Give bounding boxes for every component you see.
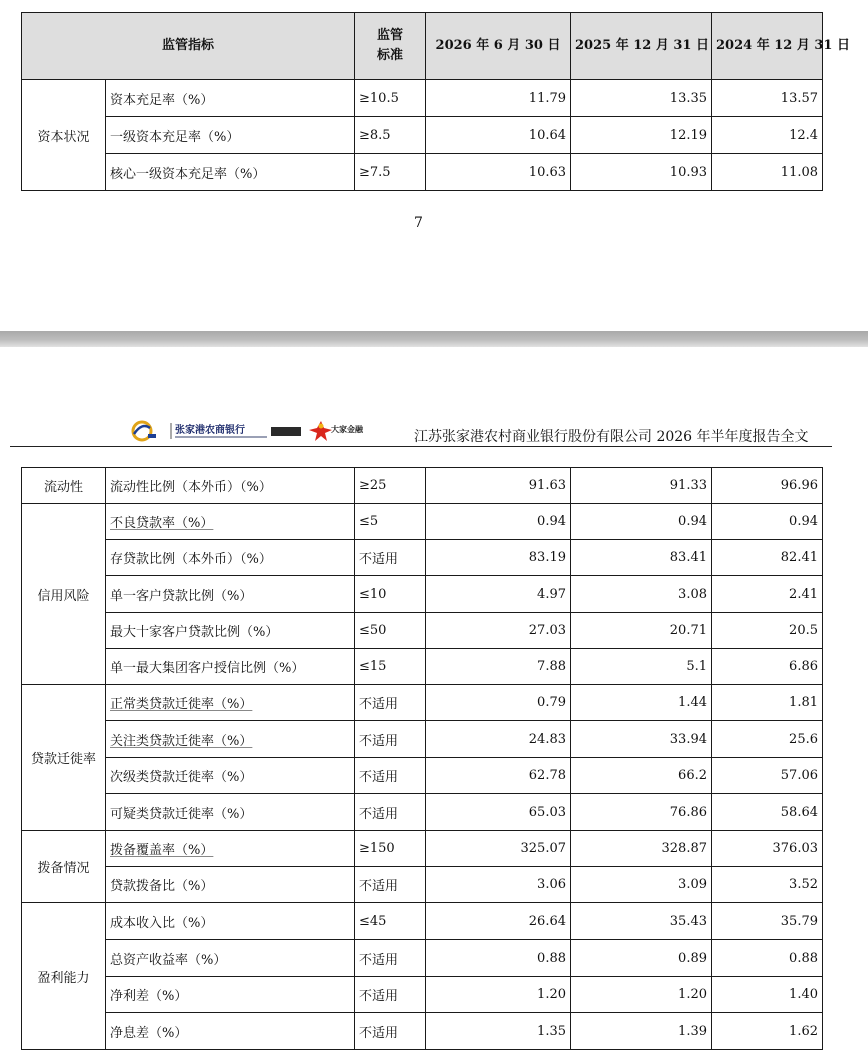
table-row <box>22 903 823 940</box>
report-title: 江苏张家港农村商业银行股份有限公司 2026 年半年度报告全文 <box>414 429 809 445</box>
table-body <box>22 468 823 1050</box>
standard: 不适用 <box>355 794 426 831</box>
regulatory-indicators-table-top <box>21 12 851 191</box>
table-row <box>22 831 823 867</box>
indicator: 单一最大集团客户授信比例（%） <box>106 649 355 685</box>
table-row <box>22 1013 823 1050</box>
value-2024: 82.41 <box>712 540 823 576</box>
standard: ≥7.5 <box>355 154 426 191</box>
indicator: 净息差（%） <box>106 1013 355 1050</box>
value-2025: 83.41 <box>571 540 712 576</box>
value-2026: 1.35 <box>426 1013 571 1050</box>
value-2024: 1.40 <box>712 977 823 1013</box>
value-2026: 11.79 <box>426 80 571 117</box>
table-row <box>22 540 823 576</box>
value-2025: 1.44 <box>571 685 712 721</box>
standard: 不适用 <box>355 685 426 721</box>
value-2026: 0.88 <box>426 940 571 977</box>
standard: ≤15 <box>355 649 426 685</box>
category-cell: 拨备情况 <box>22 831 106 903</box>
table-row <box>22 977 823 1013</box>
value-2025: 10.93 <box>571 154 712 191</box>
table-row <box>22 468 823 504</box>
value-2026: 24.83 <box>426 721 571 758</box>
value-2026: 7.88 <box>426 649 571 685</box>
table-row <box>22 867 823 903</box>
value-2024: 376.03 <box>712 831 823 867</box>
value-2025: 3.09 <box>571 867 712 903</box>
indicator: 资本充足率（%） <box>106 80 355 117</box>
indicator: 核心一级资本充足率（%） <box>106 154 355 191</box>
category-cell: 流动性 <box>22 468 106 504</box>
value-2024: 12.4 <box>712 117 823 154</box>
standard: ≤5 <box>355 504 426 540</box>
logo-bank-name: 张家港农商银行 <box>175 425 245 436</box>
header-rule <box>10 446 832 447</box>
header-standard <box>355 13 426 80</box>
indicator: 成本收入比（%） <box>106 903 355 940</box>
bank-emblem-icon <box>133 422 156 440</box>
value-2024: 58.64 <box>712 794 823 831</box>
indicator: 总资产收益率（%） <box>106 940 355 977</box>
header-standard-line2: 标准 <box>377 48 404 63</box>
standard: 不适用 <box>355 1013 426 1050</box>
value-2026: 27.03 <box>426 613 571 649</box>
page-separator <box>0 331 868 347</box>
table-row <box>22 504 823 540</box>
category-cell: 盈利能力 <box>22 903 106 1050</box>
standard: ≥8.5 <box>355 117 426 154</box>
standard: ≥25 <box>355 468 426 504</box>
indicator: 流动性比例（本外币）（%） <box>106 468 355 504</box>
standard: 不适用 <box>355 721 426 758</box>
standard: 不适用 <box>355 977 426 1013</box>
value-2025: 12.19 <box>571 117 712 154</box>
value-2024: 96.96 <box>712 468 823 504</box>
regulatory-indicators-table-continued <box>21 467 823 1050</box>
value-2025: 1.20 <box>571 977 712 1013</box>
value-2026: 65.03 <box>426 794 571 831</box>
standard: 不适用 <box>355 867 426 903</box>
value-2024: 57.06 <box>712 758 823 794</box>
value-2025: 1.39 <box>571 1013 712 1050</box>
value-2026: 0.79 <box>426 685 571 721</box>
table-row <box>22 80 823 117</box>
table-row <box>22 576 823 613</box>
value-2024: 1.62 <box>712 1013 823 1050</box>
indicator: 存贷款比例（本外币）（%） <box>106 540 355 576</box>
header-date-2026-06-30: 2026 年 6 月 30 日 <box>426 13 571 80</box>
value-2025: 91.33 <box>571 468 712 504</box>
value-2026: 0.94 <box>426 504 571 540</box>
indicator: 净利差（%） <box>106 977 355 1013</box>
header-indicator: 监管指标 <box>22 13 355 80</box>
value-2025: 5.1 <box>571 649 712 685</box>
value-2025: 35.43 <box>571 903 712 940</box>
value-2024: 20.5 <box>712 613 823 649</box>
standard: ≤10 <box>355 576 426 613</box>
value-2025: 3.08 <box>571 576 712 613</box>
standard: ≤50 <box>355 613 426 649</box>
indicator: 单一客户贷款比例（%） <box>106 576 355 613</box>
value-2026: 26.64 <box>426 903 571 940</box>
value-2024: 3.52 <box>712 867 823 903</box>
table-row <box>22 721 823 758</box>
indicator: 不良贷款率（%） <box>106 504 355 540</box>
category-capital: 资本状况 <box>22 80 106 191</box>
table-row <box>22 613 823 649</box>
value-2024: 1.81 <box>712 685 823 721</box>
value-2024: 11.08 <box>712 154 823 191</box>
standard: ≥10.5 <box>355 80 426 117</box>
value-2025: 13.35 <box>571 80 712 117</box>
value-2026: 1.20 <box>426 977 571 1013</box>
value-2025: 66.2 <box>571 758 712 794</box>
dajia-star-icon <box>309 421 332 441</box>
value-2024: 13.57 <box>712 80 823 117</box>
indicator: 贷款拨备比（%） <box>106 867 355 903</box>
indicator: 最大十家客户贷款比例（%） <box>106 613 355 649</box>
table-row <box>22 649 823 685</box>
bank-logo <box>131 420 363 442</box>
value-2025: 76.86 <box>571 794 712 831</box>
value-2025: 0.94 <box>571 504 712 540</box>
category-cell: 贷款迁徙率 <box>22 685 106 831</box>
table-row <box>22 758 823 794</box>
standard: 不适用 <box>355 540 426 576</box>
indicator: 关注类贷款迁徙率（%） <box>106 721 355 758</box>
indicator: 拨备覆盖率（%） <box>106 831 355 867</box>
category-cell: 信用风险 <box>22 504 106 685</box>
value-2026: 3.06 <box>426 867 571 903</box>
value-2024: 0.94 <box>712 504 823 540</box>
standard: 不适用 <box>355 940 426 977</box>
value-2026: 83.19 <box>426 540 571 576</box>
value-2026: 10.63 <box>426 154 571 191</box>
header-standard-line1: 监管 <box>377 28 404 43</box>
value-2024: 6.86 <box>712 649 823 685</box>
value-2024: 0.88 <box>712 940 823 977</box>
header-date-2024-12-31: 2024 年 12 月 31 日 <box>712 13 823 80</box>
indicator: 可疑类贷款迁徙率（%） <box>106 794 355 831</box>
standard: ≥150 <box>355 831 426 867</box>
value-2025: 0.89 <box>571 940 712 977</box>
indicator: 一级资本充足率（%） <box>106 117 355 154</box>
page-number: 7 <box>414 215 423 231</box>
value-2024: 2.41 <box>712 576 823 613</box>
value-2026: 91.63 <box>426 468 571 504</box>
value-2025: 20.71 <box>571 613 712 649</box>
table-row <box>22 117 823 154</box>
value-2026: 4.97 <box>426 576 571 613</box>
standard: ≤45 <box>355 903 426 940</box>
value-2026: 62.78 <box>426 758 571 794</box>
indicator: 次级类贷款迁徙率（%） <box>106 758 355 794</box>
table-header-row <box>22 13 823 80</box>
value-2024: 25.6 <box>712 721 823 758</box>
value-2026: 10.64 <box>426 117 571 154</box>
table-row <box>22 940 823 977</box>
table-row <box>22 154 823 191</box>
table-row <box>22 685 823 721</box>
value-2024: 35.79 <box>712 903 823 940</box>
standard: 不适用 <box>355 758 426 794</box>
value-2026: 325.07 <box>426 831 571 867</box>
header-date-2025-12-31: 2025 年 12 月 31 日 <box>571 13 712 80</box>
logo-sub-brand: 大家金融 <box>331 425 363 434</box>
table-row <box>22 794 823 831</box>
value-2025: 328.87 <box>571 831 712 867</box>
value-2025: 33.94 <box>571 721 712 758</box>
indicator: 正常类贷款迁徙率（%） <box>106 685 355 721</box>
